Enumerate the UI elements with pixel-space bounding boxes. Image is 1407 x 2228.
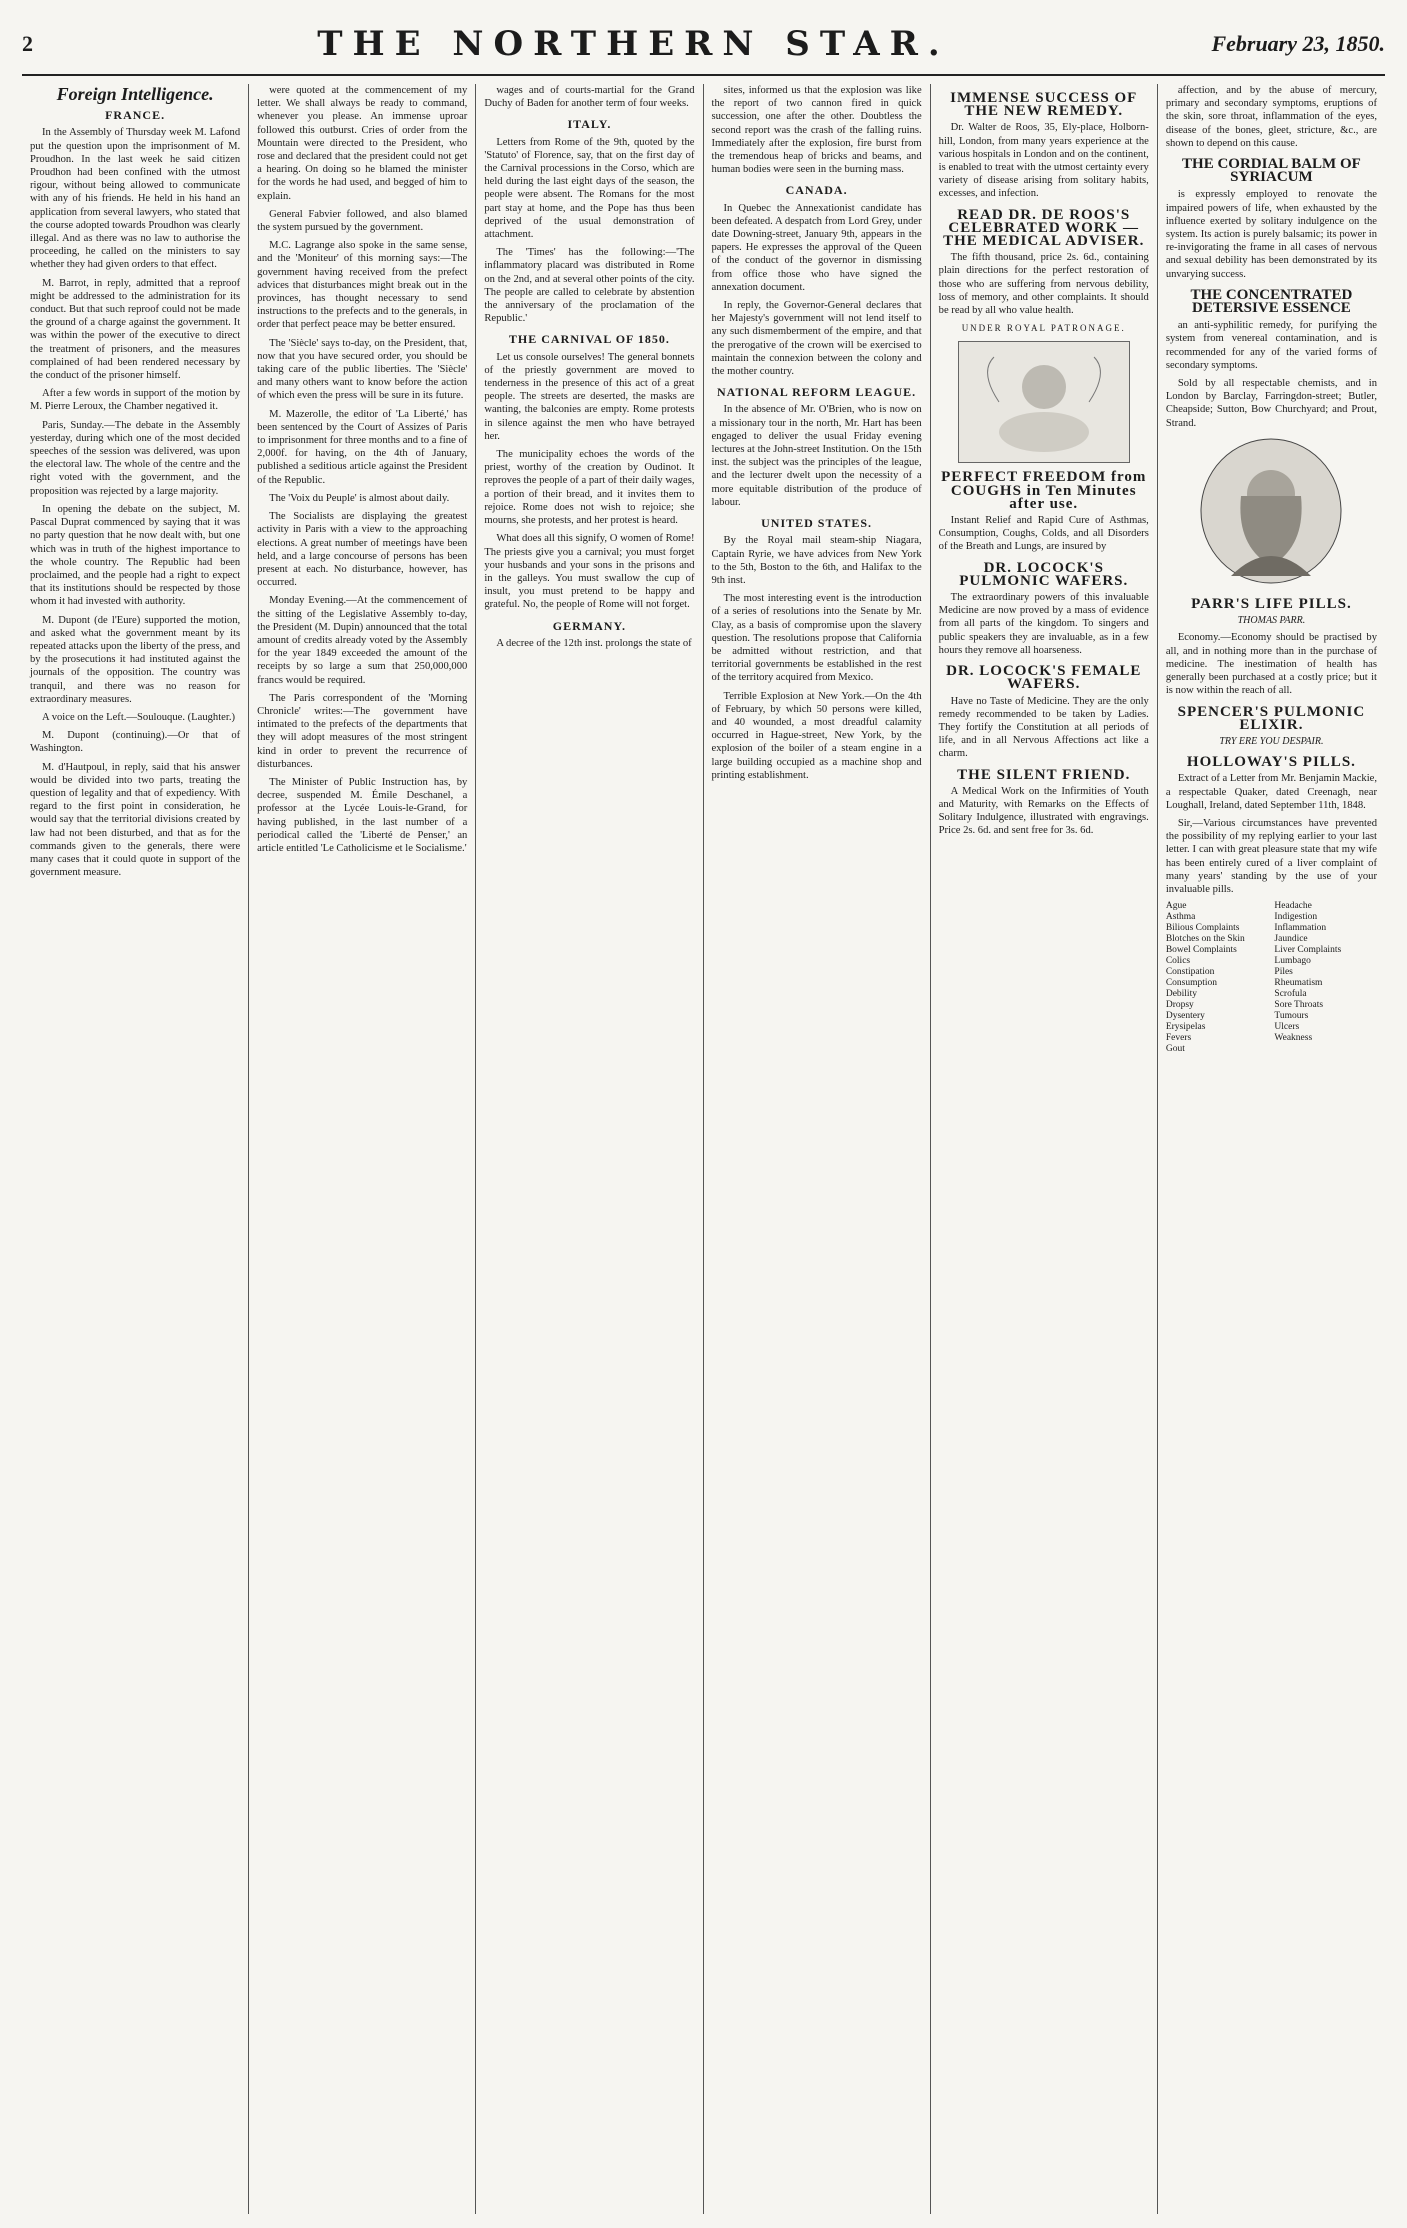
issue-date: February 23, 1850. — [1211, 31, 1385, 56]
paragraph: Let us console ourselves! The general bonnets of the priestly government are moved to tenderness in the presence of this act of a great people. The streets are deserted, the masks are wanting, the balconies are empty. Rome protests in silence against the men who have betrayed her. — [484, 351, 695, 442]
paragraph: The municipality echoes the words of the priest, worthy of the creation by Oudinot. It reproves the people of a part of their daily wages, a portion of their bread, and it invites them to rejoice. Rome does not wish to rejoice; she mourns, she protests, and her protest is heard. — [484, 449, 695, 527]
paragraph: M. Dupont (continuing).—Or that of Washington. — [30, 730, 241, 755]
paragraph: By the Royal mail steam-ship Niagara, Captain Ryrie, we have advices from New York to the 5th, Boston to the 6th, and Halifax to the 9th inst. — [711, 535, 922, 586]
column-2 — [249, 84, 476, 2214]
paragraph: an anti-syphilitic remedy, for purifying the system from venereal contamination, and is recommended for any of the varied forms of secondary symptoms. — [1165, 320, 1377, 371]
paragraph: The most interesting event is the introduction of a series of resolutions into the Senate by Mr. Clay, as a basis of compromise upon the slavery question. The resolutions propose that California be admitted without restriction, and that territorial governments be established in the rest of the territory acquired from Mexico. — [711, 593, 922, 684]
article-heading: CANADA. — [785, 183, 848, 198]
ailment-item: Scrofula — [1274, 989, 1307, 1000]
paragraph: Economy.—Economy should be practised by all, and in nothing more than in the purchase of medicine. The inestimation of health has generally been purchased at a costly price; but it is now within the reach of all. — [1165, 632, 1377, 697]
advert-title: DR. LOCOCK'S PULMONIC WAFERS. — [959, 559, 1129, 589]
ailment-item: Ague — [1165, 901, 1187, 912]
paragraph: General Fabvier followed, and also blamed the system pursued by the government. — [257, 208, 468, 234]
ailment-item: Colics — [1165, 956, 1191, 967]
paragraph: What does all this signify, O women of Rome! The priests give you a carnival; you must forget your husbands and your sons in the prisons and in the galleys. You must swallow the cup of insult, you must pretend to be happy and grateful. No, the people of Rome will not forget. — [484, 533, 695, 611]
paragraph: In the Assembly of Thursday week M. Lafond put the question upon the imprisonment of M. Proudhon. In the last week he said citizen Proudhon had been confined with the utmost rigour, without being allowed to communicate with any of his friends. He held in his hand an application from several lawyers, who stated that the course adopted towards Proudhon was clearly illegal. And as there was no law to authorise the proceeding, he called on the ministers to say whether they had given orders to that effect. — [30, 127, 241, 271]
ailment-item: Blotches on the Skin — [1165, 934, 1245, 945]
ailment-item: Dysentery — [1165, 1011, 1205, 1022]
paragraph: M. d'Hautpoul, in reply, said that his answer would be divided into two parts, treating the question of legality and that of expediency. With regard to the first point in consideration, he would say that the territorial divisions created by law had not been disturbed, and that as for the commands given to the generals, there were many cases that it could quote in support of the government measure. — [30, 761, 241, 879]
article-heading: FRANCE. — [105, 108, 166, 123]
ailment-item: Headache — [1274, 901, 1312, 912]
paragraph: affection, and by the abuse of mercury, primary and secondary symptoms, eruptions of the skin, sore throat, inflammation of the eyes, disease of the bones, gleet, stricture, &c., are shown to depend on this cause. — [1165, 85, 1377, 149]
advert-subtitle: THOMAS PARR. — [1237, 615, 1306, 627]
paragraph: M.C. Lagrange also spoke in the same sense, and the 'Moniteur' of this morning says:—The government having received from the prefect advices that disturbances might break out in the provinces, has thought necessary to send instructions to the prefects and to the generals, in order that perfect peace may be better ensured. — [257, 240, 468, 331]
ailment-item: Fevers — [1165, 1033, 1192, 1044]
paragraph: In opening the debate on the subject, M. Pascal Duprat commenced by saying that it was no party question that he now dealt with, but one which was in truth of the highest importance to the whole country. The Republic had been proclaimed, and the people had a right to expect that its institutions should be respected by those whom it had invested with authority. — [30, 503, 241, 608]
ailment-item: Piles — [1274, 967, 1293, 978]
ailment-item: Weakness — [1274, 1033, 1313, 1044]
advert-title: IMMENSE SUCCESS OF THE NEW REMEDY. — [950, 90, 1138, 120]
paragraph: In the absence of Mr. O'Brien, who is now on a missionary tour in the north, Mr. Hart has been engaged to deliver the usual Friday evening lectures at the John-street Institution. On the 15th inst. the subject was the principles of the league, and the lecturer dwelt upon the necessity of a more equitable distribution of the produce of labour. — [711, 404, 922, 508]
paragraph: The 'Voix du Peuple' is almost about daily. — [269, 492, 450, 504]
paragraph: A voice on the Left.—Soulouque. (Laughter.) — [42, 711, 235, 723]
columns — [22, 84, 1385, 2214]
paragraph: The 'Times' has the following:—'The inflammatory placard was distributed in Rome on the 2nd, and at several other points of the city. The people are called to celebrate by abstention the anniversary of the proclamation of the Republic.' — [484, 247, 695, 325]
article-heading: GERMANY. — [552, 618, 627, 633]
ailment-item: Rheumatism — [1274, 978, 1323, 989]
paragraph: Letters from Rome of the 9th, quoted by the 'Statuto' of Florence, say, that on the first day of the Carnival processions in the Corso, which are held during the last eight days of the season, the people were absent. The Romans for the most part stay at home, and the Pope has thus been deprived of the usual demonstration of attachment. — [484, 136, 695, 241]
paragraph: is expressly employed to renovate the impaired powers of life, when exhausted by the influence exerted by solitary indulgence on the system. Its action is purely balsamic; its power in re-invigorating the frame in all cases of nervous and sexual debility has been demonstrated by its unvarying success. — [1165, 189, 1377, 280]
newspaper-title: THE NORTHERN STAR. — [317, 24, 950, 64]
ailment-item: Bilious Complaints — [1165, 923, 1240, 934]
ailment-item: Consumption — [1165, 978, 1218, 989]
ailment-item: Erysipelas — [1165, 1022, 1206, 1033]
patronage-line: UNDER ROYAL PATRONAGE. — [961, 323, 1126, 334]
column-3 — [476, 84, 703, 2214]
article-heading: NATIONAL REFORM LEAGUE. — [717, 385, 917, 400]
column-5 — [931, 84, 1158, 2214]
thomas-parr-portrait — [1166, 436, 1377, 590]
holloway-ailments-list — [1166, 901, 1377, 1055]
paragraph: In reply, the Governor-General declares that her Majesty's government will not lend itself to any such dismemberment of the empire, and that the prerogative of the crown will be exercised to maintain the connexion between the colony and the mother country. — [711, 300, 922, 378]
paragraph: Paris, Sunday.—The debate in the Assembly yesterday, during which one of the most decided speeches of the session was delivered, was upon the electoral law. The whole of the centre and the right voted with the government, and the proposition was rejected by a large majority. — [30, 419, 241, 497]
paragraph: were quoted at the commencement of my letter. We shall always be ready to command, whenever you please. An immense uproar followed this outburst. Cries of order from the Mountain were directed to the President, who rose and declared that the president could not get a hearing. On doing so he blamed the minister for the words he had used, and begged of him to explain. — [257, 85, 468, 202]
ailment-item: Debility — [1165, 989, 1197, 1000]
paragraph: The extraordinary powers of this invaluable Medicine are now proved by a mass of evidence from all parts of the kingdom. To singers and public speakers they are invaluable, as in a few hours they remove all hoarseness. — [938, 592, 1149, 656]
ailment-item: Gout — [1165, 1044, 1185, 1055]
advert-title: DR. LOCOCK'S FEMALE WAFERS. — [946, 663, 1142, 693]
advert-heading: THE CORDIAL BALM OF SYRIACUM — [1182, 156, 1361, 186]
paragraph: In Quebec the Annexationist candidate has been defeated. A despatch from Lord Grey, under date Downing-street, January 9th, appears in the papers. He expresses the approval of the Queen of the conduct of the governor in dismissing from office those who have signed the annexation document. — [711, 202, 922, 293]
paragraph: M. Mazerolle, the editor of 'La Liberté,' has been sentenced by the Court of Assizes of Paris to imprisonment for three months and to a fine of 2,000f. for having, on the 4th of January, published a seditious article against the President of the Republic. — [257, 408, 468, 486]
ailment-item: Constipation — [1165, 967, 1215, 978]
ailment-item: Lumbago — [1274, 956, 1311, 967]
paragraph: Extract of a Letter from Mr. Benjamin Mackie, a respectable Quaker, dated Creenagh, near Loughall, Ireland, dated September 11th, 1848. — [1165, 773, 1377, 811]
advert-title: SPENCER'S PULMONIC ELIXIR. — [1177, 703, 1366, 733]
advert-title: PERFECT FREEDOM from COUGHS in Ten Minutes after use. — [941, 469, 1147, 512]
ailment-item: Inflammation — [1274, 923, 1327, 934]
advert-title: PARR'S LIFE PILLS. — [1191, 596, 1352, 613]
advert-subtitle: TRY ERE YOU DESPAIR. — [1219, 735, 1324, 747]
section-heading: Foreign Intelligence. — [56, 84, 214, 104]
paragraph: sites, informed us that the explosion was like the report of two cannon fired in quick succession, one after the other. Doubtless the second report was the crash of the falling ruins. Immediately after the explosion, fire burst from the tremendous heap of bricks and beams, and human bodies were seen in the burning mass. — [711, 85, 922, 176]
ailment-item: Sore Throats — [1274, 1000, 1324, 1011]
ailment-item: Dropsy — [1165, 1000, 1194, 1011]
ailment-item: Jaundice — [1274, 934, 1308, 945]
ailment-item: Indigestion — [1274, 912, 1318, 923]
paragraph: Sir,—Various circumstances have prevented the possibility of my replying earlier to your last letter. I can with great pleasure state that my wife has been entirely cured of a liver complaint of many years' standing by the use of your invaluable pills. — [1165, 817, 1377, 895]
advert-title: THE SILENT FRIEND. — [957, 766, 1131, 783]
cherub-engraving — [958, 341, 1130, 463]
ailment-item: Ulcers — [1274, 1022, 1300, 1033]
article-heading: THE CARNIVAL OF 1850. — [508, 332, 670, 347]
paragraph: Sold by all respectable chemists, and in London by Barclay, Farringdon-street; Butler, Cheapside; Sutton, Bow Churchyard; and Prout, Strand. — [1165, 378, 1377, 429]
column-4 — [704, 84, 931, 2214]
paragraph: A Medical Work on the Infirmities of Youth and Maturity, with Remarks on the Effects of Solitary Indulgence, illustrated with engravings. Price 2s. 6d. and sent free for 3s. 6d. — [938, 785, 1149, 837]
paragraph: After a few words in support of the motion by M. Pierre Leroux, the Chamber negatived it. — [30, 388, 241, 413]
paragraph: Terrible Explosion at New York.—On the 4th of February, by which 50 persons were killed, and 40 wounded, a most dreadful calamity occurred in Hague-street, New York, by the explosion of the boiler of a steam engine in a large building occupied as a machine shop and printing establishment. — [711, 690, 922, 781]
paragraph: M. Barrot, in reply, admitted that a reproof might be addressed to the administration for its conduct. But that such reproof could not be made the ground of a charge against the government. It was within the power of the executive to direct the treatment of prisoners, and the measures complained of had been rendered necessary by the conduct of the prisoner himself. — [30, 277, 241, 382]
advert-title: READ DR. DE ROOS'S CELEBRATED WORK — THE MEDICAL ADVISER. — [943, 206, 1145, 250]
article-heading: UNITED STATES. — [761, 516, 873, 531]
paragraph: Instant Relief and Rapid Cure of Asthmas, Consumption, Coughs, Colds, and all Disorders of the Breath and Lungs, are insured by — [938, 515, 1149, 553]
advert-heading: THE CONCENTRATED DETERSIVE ESSENCE — [1190, 286, 1353, 317]
ailment-item: Asthma — [1165, 912, 1196, 923]
ailment-item: Tumours — [1274, 1011, 1309, 1022]
paragraph: The Minister of Public Instruction has, by decree, suspended M. Émile Deschanel, a professor at the Lycée Louis-le-Grand, for having published, in the last number of a periodical called the 'Liberté de Penser,' an article entitled 'Le Catholicisme et le Socialisme.' — [257, 776, 468, 854]
ailment-item: Liver Complaints — [1274, 945, 1342, 956]
paragraph: The 'Siècle' says to-day, on the President, that, now that you have secured order, you should be taking care of the public liberties. The 'Siècle' and many others want to know before the action of which even the press will be sure in its future. — [257, 337, 468, 402]
paragraph: The Socialists are displaying the greatest activity in Paris with a view to the approaching elections. A great number of meetings have been held, and a large concourse of persons has been present at each. No disturbance, however, has occurred. — [257, 511, 468, 589]
paragraph: A decree of the 12th inst. prolongs the state of — [496, 637, 692, 649]
column-6 — [1158, 84, 1385, 2214]
paragraph: Monday Evening.—At the commencement of the sitting of the Legislative Assembly to-day, the President (M. Dupin) announced that the total amount of credits already voted by the Assembly for the year 1849 exceeded the amount of the receipts by so large a sum that 250,000,000 francs would be required. — [257, 595, 468, 686]
page-number: 2 — [22, 31, 33, 56]
paragraph: wages and of courts-martial for the Grand Duchy of Baden for another term of four weeks. — [484, 85, 695, 110]
paragraph: M. Dupont (de l'Eure) supported the motion, and asked what the government meant by its repeated attacks upon the liberty of the press, and by the prosecutions it had instituted against the journals of the opposition. The country was tranquil, and there was no reason for extraordinary measures. — [30, 614, 241, 705]
ailment-item: Bowel Complaints — [1165, 945, 1237, 956]
masthead — [22, 18, 1385, 76]
paragraph: Have no Taste of Medicine. They are the only remedy recommended to be taken by Ladies. They fortify the Constitution at all periods of life, and in all Nervous Affections act like a charm. — [938, 695, 1149, 760]
column-1 — [22, 84, 249, 2214]
paragraph: Dr. Walter de Roos, 35, Ely-place, Holborn-hill, London, from many years experience at the various hospitals in London and on the continent, is enabled to treat with the utmost certainty every variety of disease arising from solitary habits, excesses, and infection. — [938, 122, 1149, 200]
advert-title: HOLLOWAY'S PILLS. — [1186, 754, 1356, 771]
paragraph: The Paris correspondent of the 'Morning Chronicle' writes:—The government have intimated to the prefects of the departments that they will adopt measures of the most stringent kind in order to prevent the recurrence of disturbances. — [257, 692, 468, 770]
paragraph: The fifth thousand, price 2s. 6d., containing plain directions for the perfect restoration of those who are suffering from nervous debility, loss of memory, and other complaints. It should be read by all who value health. — [938, 252, 1149, 317]
article-heading: ITALY. — [567, 117, 612, 132]
